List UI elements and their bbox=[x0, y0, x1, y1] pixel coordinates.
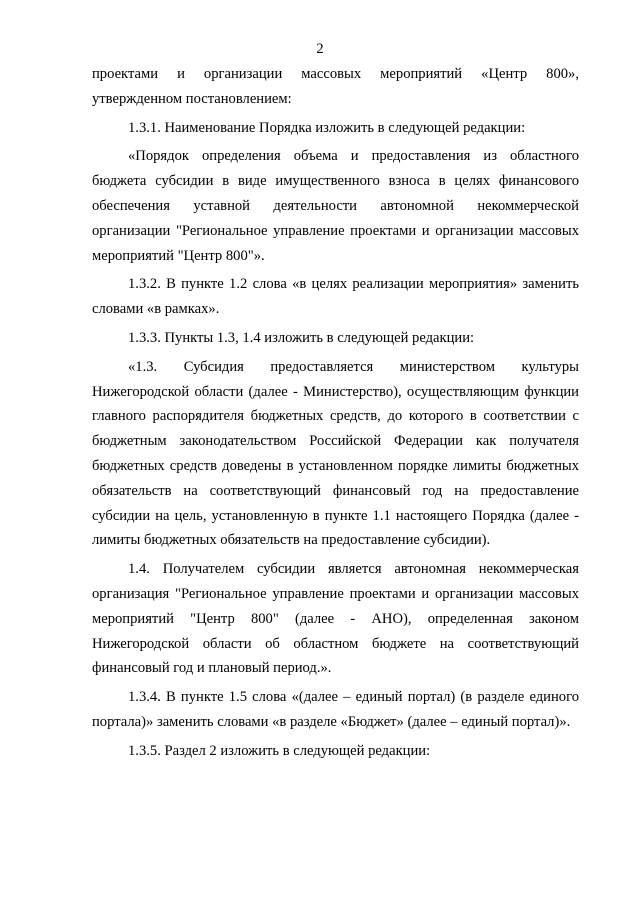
paragraph-1-3-4: 1.3.4. В пункте 1.5 слова «(далее – единый портал) (в разделе единого портала)» заменить словами «в разделе «Бюджет» (далее – единый портал)». bbox=[92, 689, 579, 730]
document-body bbox=[92, 62, 579, 768]
paragraph-1-3-2: 1.3.2. В пункте 1.2 слова «в целях реализации мероприятия» заменить словами «в рамках». bbox=[92, 276, 579, 318]
paragraph-item-1-3: «1.3. Субсидия предоставляется министерством культуры Нижегородской области (далее - Министерство), осуществляющим функции главного распорядителя бюджетных средств, до которого в соответствии с бюджетным законодательством Российской Федерации как получателя бюджетных средств доведены в установленном порядке лимиты бюджетных обязательств на соответствующий финансовый год на предоставление субсидии на цель, установленную в пункте 1.1 настоящего Порядка (далее - лимиты бюджетных обязательств на предоставление субсидии). bbox=[92, 358, 579, 549]
paragraph-order-title: «Порядок определения объема и предоставления из областного бюджета субсидии в виде имущественного взноса в целях финансового обеспечения уставной деятельности автономной некоммерческой организации "Региональное управление проектами и организации массовых мероприятий "Центр 800"». bbox=[92, 148, 579, 264]
paragraph-1-3-3: 1.3.3. Пункты 1.3, 1.4 изложить в следующей редакции: bbox=[128, 329, 475, 346]
page-number: 2 bbox=[316, 41, 324, 57]
paragraph-1-3-5: 1.3.5. Раздел 2 изложить в следующей редакции: bbox=[128, 742, 431, 759]
paragraph-1-3-1: 1.3.1. Наименование Порядка изложить в следующей редакции: bbox=[128, 119, 526, 136]
paragraph-item-1-4: 1.4. Получателем субсидии является автономная некоммерческая организация "Региональное управление проектами и организации массовых мероприятий "Центр 800" (далее - АНО), определенная законом Нижегородской области об областном бюджете на соответствующий финансовый год и плановый период.». bbox=[92, 561, 579, 677]
paragraph-continuation: проектами и организации массовых мероприятий «Центр 800», утвержденном постановлением: bbox=[92, 66, 579, 107]
